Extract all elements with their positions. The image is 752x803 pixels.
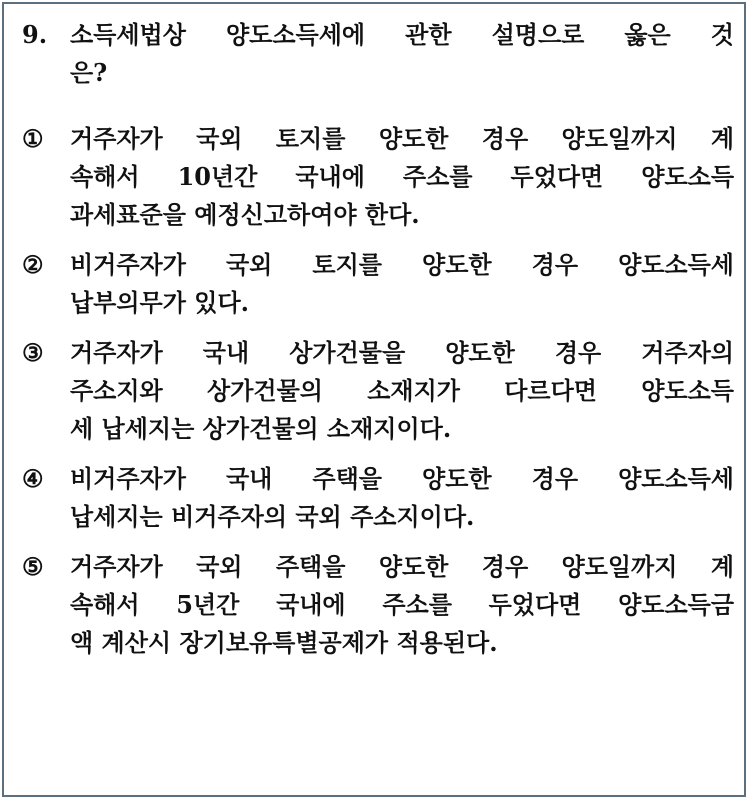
question-number: 9. bbox=[22, 20, 48, 49]
choice-marker: ④ bbox=[22, 464, 44, 493]
choice-line: 비거주자가 국외 토지를 양도한 경우 양도소득세 bbox=[70, 250, 734, 279]
question-box bbox=[2, 2, 746, 797]
choice-text bbox=[70, 460, 734, 536]
choice-text bbox=[70, 334, 734, 448]
choice-text bbox=[70, 246, 734, 322]
choice-line: 주소지와 상가건물의 소재지가 다르다면 양도소득 bbox=[70, 376, 734, 405]
choice-5[interactable] bbox=[22, 548, 734, 662]
choice-line: 거주자가 국외 토지를 양도한 경우 양도일까지 계 bbox=[70, 124, 734, 153]
choice-line: 액 계산시 장기보유특별공제가 적용된다. bbox=[70, 628, 498, 657]
question-line: 은? bbox=[70, 58, 108, 87]
choice-line: 납세지는 비거주자의 국외 주소지이다. bbox=[70, 502, 475, 531]
choice-line: 속해서 5년간 국내에 주소를 두었다면 양도소득금 bbox=[70, 590, 734, 619]
choice-line: 거주자가 국내 상가건물을 양도한 경우 거주자의 bbox=[70, 338, 734, 367]
question-stem bbox=[22, 16, 734, 92]
choice-marker: ① bbox=[22, 124, 44, 153]
choice-text bbox=[70, 120, 734, 234]
choice-line: 속해서 10년간 국내에 주소를 두었다면 양도소득 bbox=[70, 162, 734, 191]
choice-marker: ③ bbox=[22, 338, 44, 367]
choice-2[interactable] bbox=[22, 246, 734, 322]
choice-1[interactable] bbox=[22, 120, 734, 234]
choice-4[interactable] bbox=[22, 460, 734, 536]
choice-marker: ⑤ bbox=[22, 552, 44, 581]
choice-line: 거주자가 국외 주택을 양도한 경우 양도일까지 계 bbox=[70, 552, 734, 581]
choice-line: 과세표준을 예정신고하여야 한다. bbox=[70, 200, 420, 229]
choice-marker: ② bbox=[22, 250, 44, 279]
question-content bbox=[22, 16, 734, 674]
choice-line: 납부의무가 있다. bbox=[70, 288, 249, 317]
choice-text bbox=[70, 548, 734, 662]
choice-3[interactable] bbox=[22, 334, 734, 448]
choice-line: 비거주자가 국내 주택을 양도한 경우 양도소득세 bbox=[70, 464, 734, 493]
question-line: 소득세법상 양도소득세에 관한 설명으로 옳은 것 bbox=[70, 20, 734, 49]
question-text bbox=[70, 16, 734, 92]
choice-line: 세 납세지는 상가건물의 소재지이다. bbox=[70, 414, 452, 443]
